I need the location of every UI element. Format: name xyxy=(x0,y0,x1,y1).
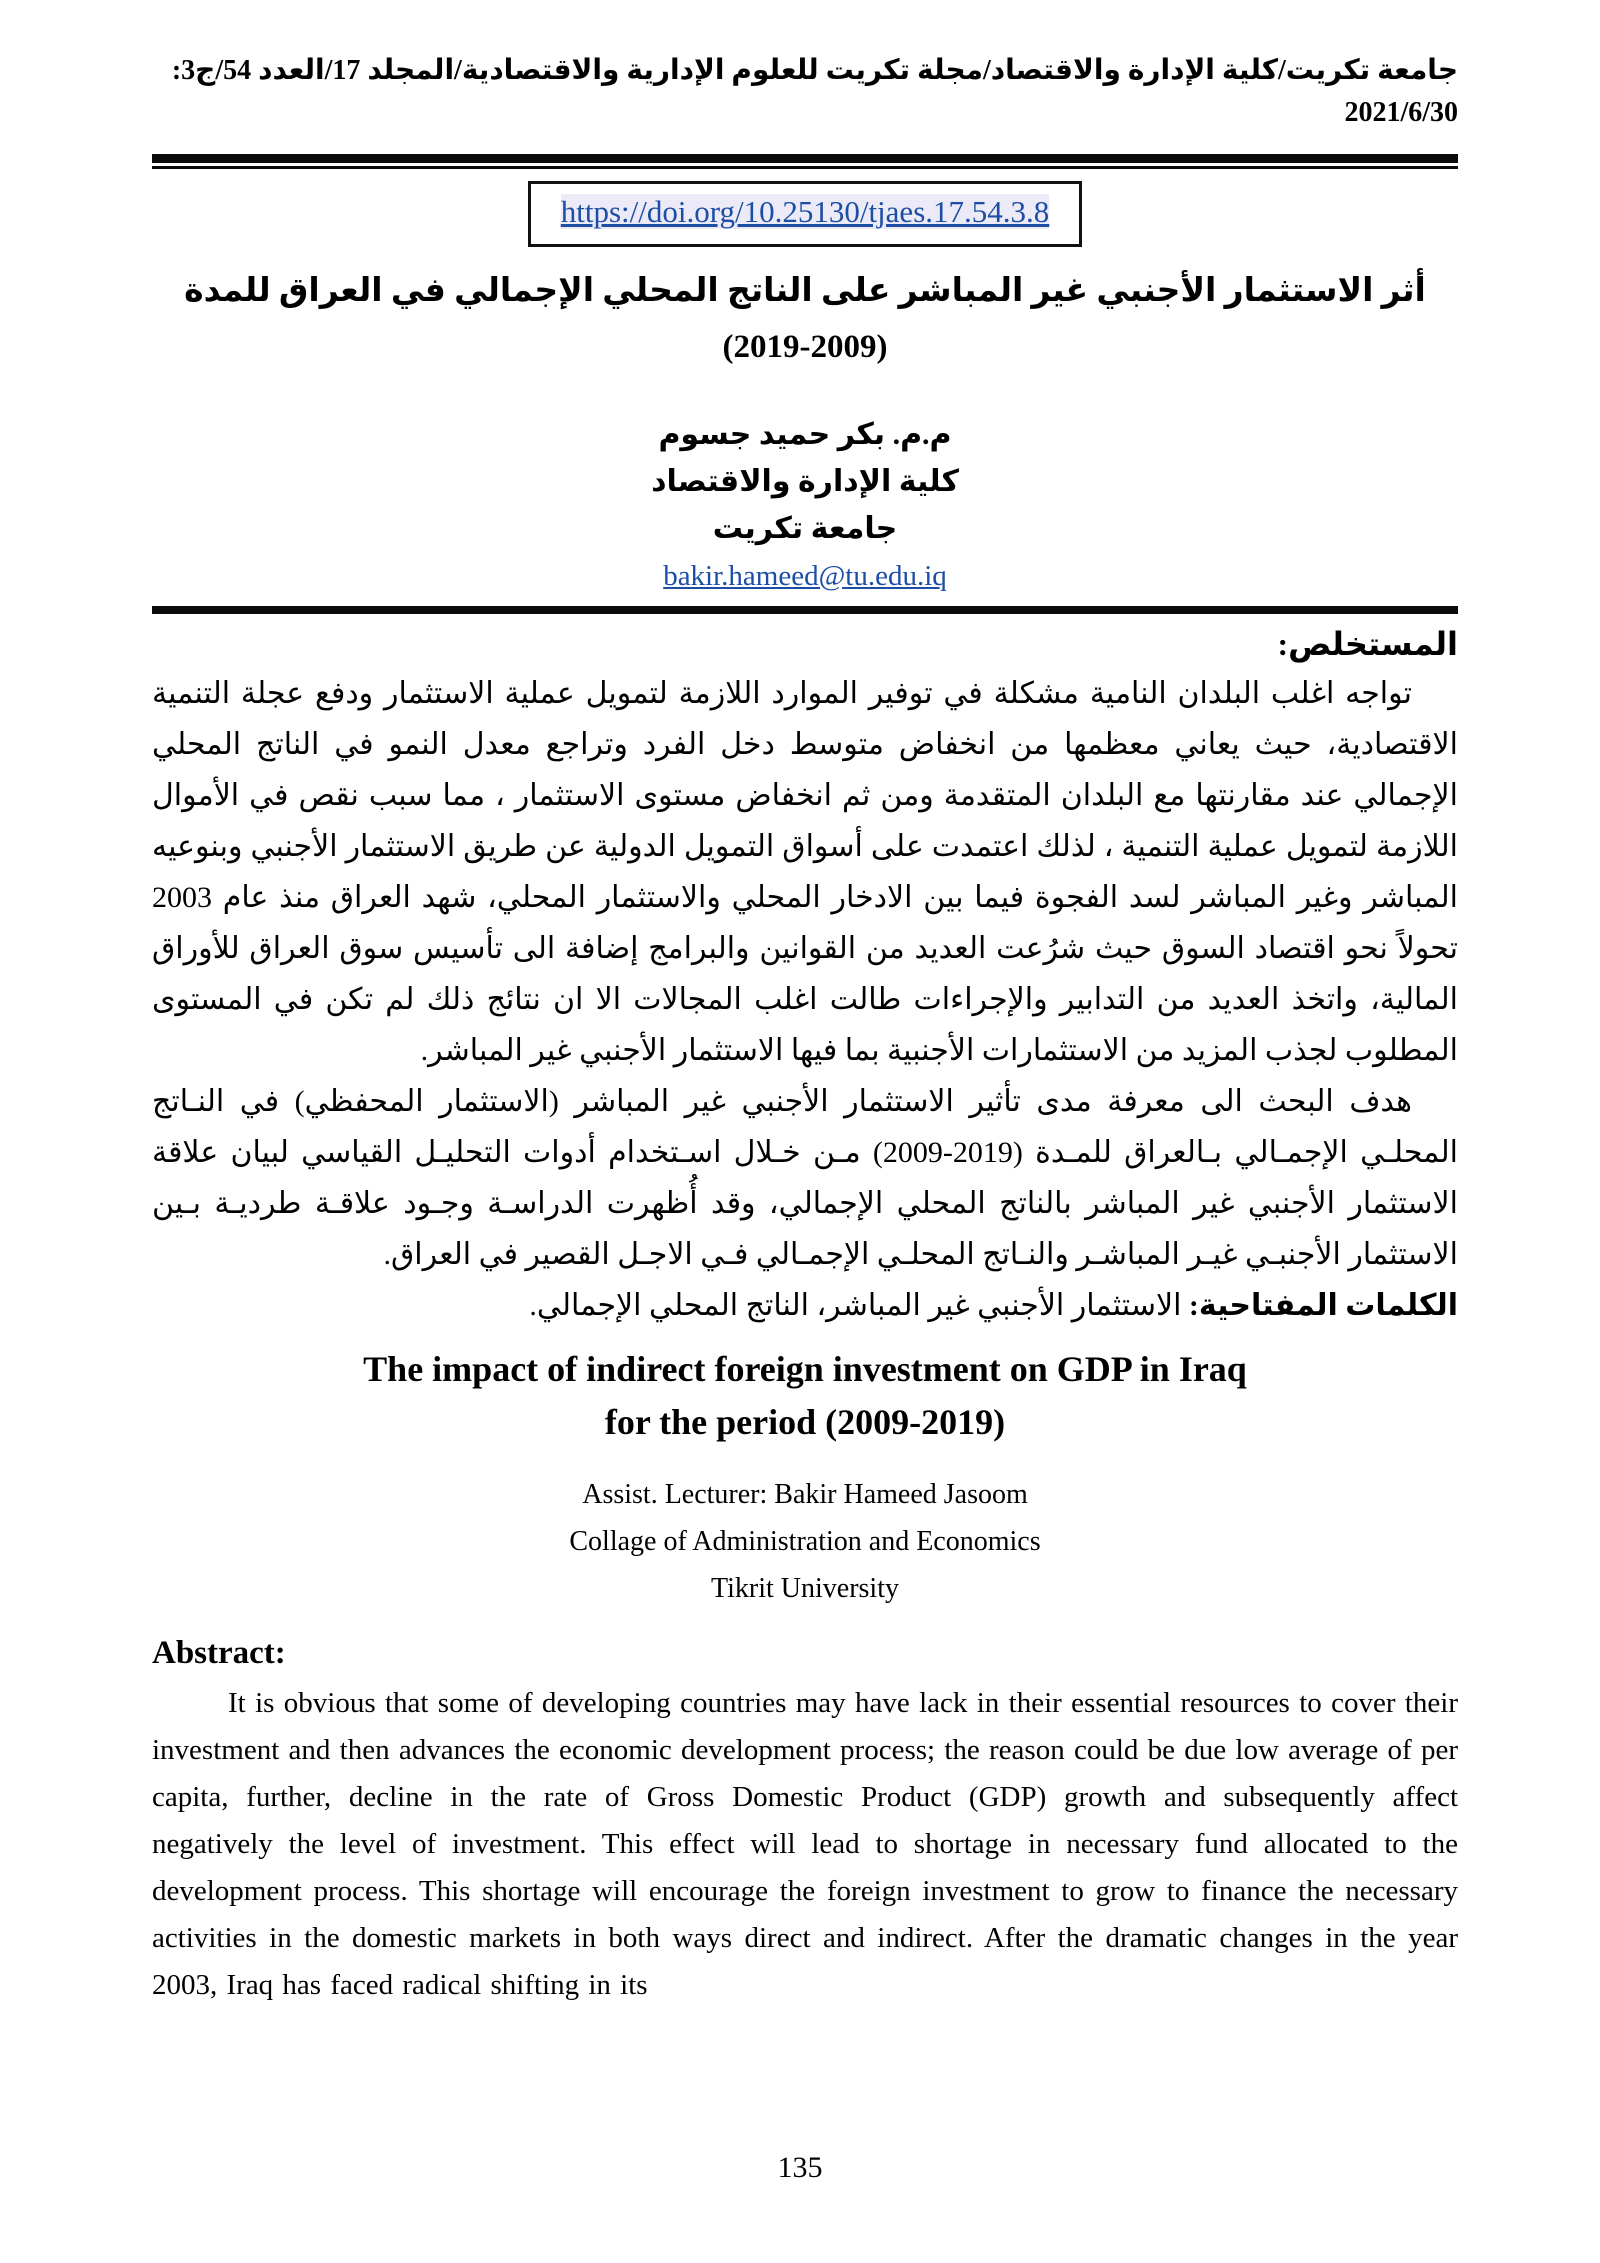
abstract-arabic-paragraph-2: هدف البحث الى معرفة مدى تأثير الاستثمار الأجنبي غير المباشر (الاستثمار المحفظي) في النـاتج المحلـي الإجمـالي بـالعراق للمـدة (2019-2009) مـن خـلال اسـتخدام أدوات التحليـل القياسي لبيان علاقة الاستثمار الأجنبي غير المباشر بالناتج المحلي الإجمالي، وقد أُظهرت الدراسـة وجـود علاقـة طرديـة بـين الاستثمار الأجنبـي غيـر المباشـر والنـاتج المحلـي الإجمـالي فـي الاجـل القصير في العراق. xyxy=(152,1085,1458,1271)
paper-title-english xyxy=(152,1343,1458,1449)
author-block-english xyxy=(152,1471,1458,1612)
paper-title-english-line2: for the period (2009-2019) xyxy=(604,1402,1006,1442)
author-university-english: Tikrit University xyxy=(711,1573,899,1604)
paper-title-arabic: أثر الاستثمار الأجنبي غير المباشر على الناتج المحلي الإجمالي في العراق للمدة xyxy=(184,273,1426,309)
keywords-line xyxy=(152,1280,1458,1331)
journal-header-line: جامعة تكريت/كلية الإدارة والاقتصاد/مجلة تكريت للعلوم الإدارية والاقتصادية/المجلد 17/العدد 54/ج3: 2021/6/30 xyxy=(171,55,1458,128)
author-college-english: Collage of Administration and Economics xyxy=(569,1526,1041,1557)
email-row xyxy=(152,556,1458,596)
paper-title-years: (2019-2009) xyxy=(722,329,888,365)
author-name-english: Assist. Lecturer: Bakir Hameed Jasoom xyxy=(582,1479,1028,1510)
author-email-link[interactable]: bakir.hameed@tu.edu.iq xyxy=(663,560,947,592)
abstract-arabic-heading: المستخلص: xyxy=(1277,626,1458,662)
author-block-arabic xyxy=(152,411,1458,552)
page-number: 135 xyxy=(777,2151,823,2184)
abstract-english-paragraph: It is obvious that some of developing countries may have lack in their essential resources to cover their investment and then advances the economic development process; the reason could be due low average of per capita, further, decline in the rate of Gross Domestic Product (GDP) growth and subsequently affect negatively the level of investment. This effect will lead to shortage in necessary fund allocated to the development process. This shortage will encourage the foreign investment to grow to finance the necessary activities in the domestic markets in both ways direct and indirect. After the dramatic changes in the year 2003, Iraq has faced radical shifting in its xyxy=(152,1687,1458,2001)
doi-link[interactable]: https://doi.org/10.25130/tjaes.17.54.3.8 xyxy=(560,194,1050,229)
author-university-arabic: جامعة تكريت xyxy=(712,512,898,545)
keywords-text: الاستثمار الأجنبي غير المباشر، الناتج المحلي الإجمالي. xyxy=(529,1289,1189,1322)
doi-row xyxy=(152,181,1458,247)
author-name-arabic: م.م. بكر حميد جسوم xyxy=(658,418,952,451)
abstract-english-heading: Abstract: xyxy=(152,1635,286,1671)
doi-box xyxy=(528,181,1083,247)
section-divider xyxy=(152,606,1458,614)
author-college-arabic: كلية الإدارة والاقتصاد xyxy=(651,465,959,498)
abstract-arabic-paragraph-1: تواجه اغلب البلدان النامية مشكلة في توفير الموارد اللازمة لتمويل عملية الاستثمار ودفع عجلة التنمية الاقتصادية، حيث يعاني معظمها من انخفاض متوسط دخل الفرد وتراجع معدل النمو في الناتج المحلي الإجمالي عند مقارنتها مع البلدان المتقدمة ومن ثم انخفاض مستوى الاستثمار ، مما سبب نقص في الأموال اللازمة لتمويل عملية التنمية ، لذلك اعتمدت على أسواق التمويل الدولية عن طريق الاستثمار الأجنبي وبنوعيه المباشر وغير المباشر لسد الفجوة فيما بين الادخار المحلي والاستثمار المحلي، شهد العراق منذ عام 2003 تحولاً نحو اقتصاد السوق حيث شرُعت العديد من القوانين والبرامج إضافة الى تأسيس سوق العراق للأوراق المالية، واتخذ العديد من التدابير والإجراءات طالت اغلب المجالات الا ان نتائج ذلك لم تكن في المستوى المطلوب لجذب المزيد من الاستثمارات الأجنبية بما فيها الاستثمار الأجنبي غير المباشر. xyxy=(152,677,1459,1067)
keywords-label: الكلمات المفتاحية: xyxy=(1188,1289,1458,1322)
paper-title-english-line1: The impact of indirect foreign investment on GDP in Iraq xyxy=(363,1349,1247,1389)
header-divider xyxy=(152,154,1458,169)
